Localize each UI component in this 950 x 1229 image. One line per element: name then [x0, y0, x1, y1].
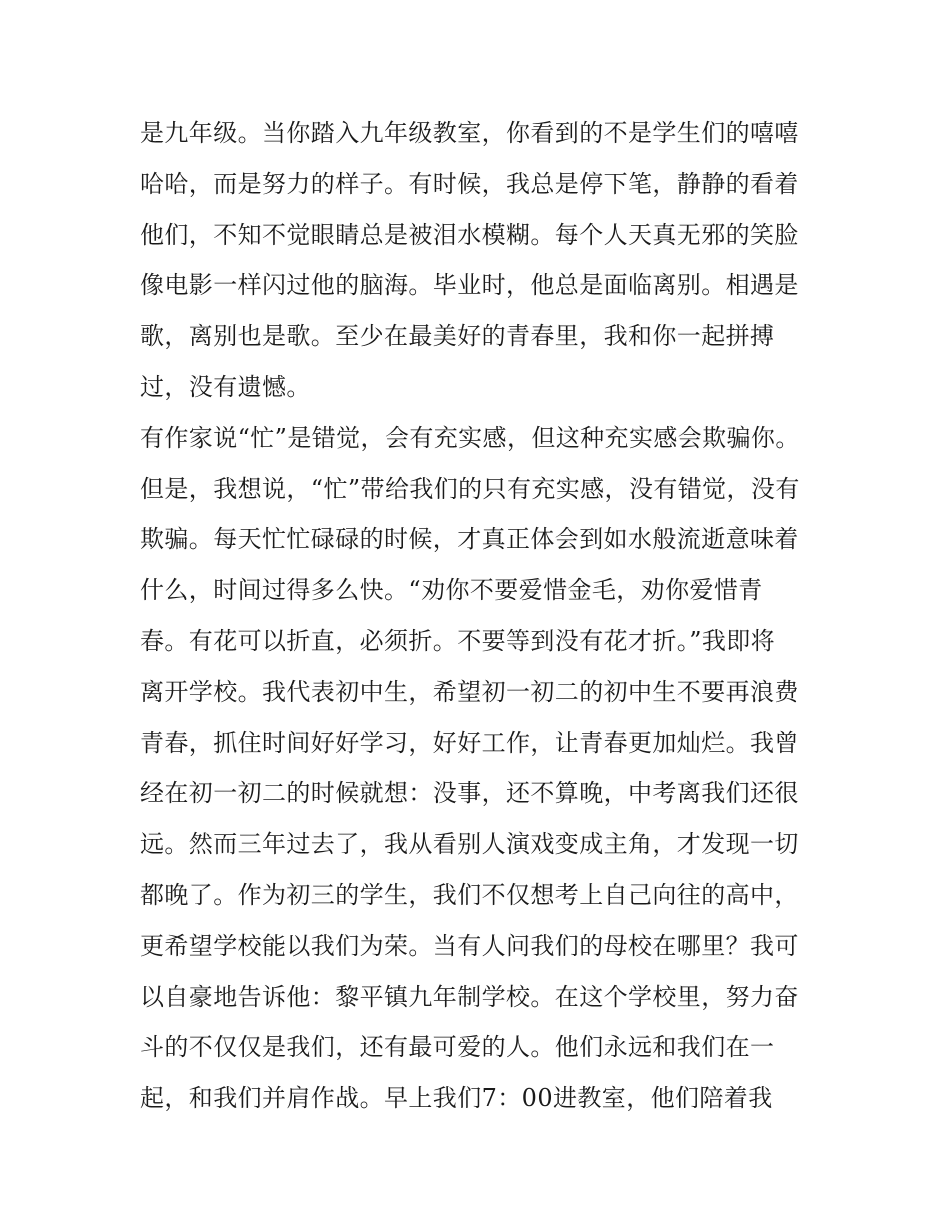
text-line: 斗的不仅仅是我们，还有最可爱的人。他们永远和我们在一	[140, 1033, 775, 1062]
text-line: 远。然而三年过去了，我从看别人演戏变成主角，才发现一切	[140, 830, 799, 859]
text-line: 什么，时间过得多么快。“劝你不要爱惜金毛，劝你爱惜青	[140, 576, 763, 605]
text-line: 欺骗。每天忙忙碌碌的时候，才真正体会到如水般流逝意味着	[140, 525, 799, 554]
text-line: 是九年级。当你踏入九年级教室，你看到的不是学生们的嘻嘻	[140, 119, 799, 147]
text-line: 他们，不知不觉眼睛总是被泪水模糊。每个人天真无邪的笑脸	[140, 220, 799, 249]
text-line: 有作家说“忙”是错觉，会有充实感，但这种充实感会欺骗你。	[140, 423, 800, 452]
text-line: 都晚了。作为初三的学生，我们不仅想考上自己向往的高中，	[140, 880, 799, 909]
text-line: 起，和我们并肩作战。早上我们7：00进教室，他们陪着我	[140, 1084, 773, 1113]
text-line: 以自豪地告诉他：黎平镇九年制学校。在这个学校里，努力奋	[140, 982, 799, 1011]
text-line: 青春，抓住时间好好学习，好好工作，让青春更加灿烂。我曾	[140, 728, 799, 757]
text-line: 春。有花可以折直，必须折。不要等到没有花才折。”我即将	[140, 626, 776, 655]
text-line: 像电影一样闪过他的脑海。毕业时，他总是面临离别。相遇是	[140, 271, 799, 300]
text-line: 歌，离别也是歌。至少在最美好的青春里，我和你一起拼搏	[140, 322, 775, 351]
body-text	[140, 108, 820, 1124]
text-line: 离开学校。我代表初中生，希望初一初二的初中生不要再浪费	[140, 677, 799, 706]
text-line: 过，没有遗憾。	[140, 372, 311, 401]
text-line: 经在初一初二的时候就想：没事，还不算晚，中考离我们还很	[140, 779, 799, 808]
text-line: 哈哈，而是努力的样子。有时候，我总是停下笔，静静的看着	[140, 169, 799, 198]
text-line: 更希望学校能以我们为荣。当有人问我们的母校在哪里？我可	[140, 931, 799, 960]
text-line: 但是，我想说，“忙”带给我们的只有充实感，没有错觉，没有	[140, 474, 800, 503]
